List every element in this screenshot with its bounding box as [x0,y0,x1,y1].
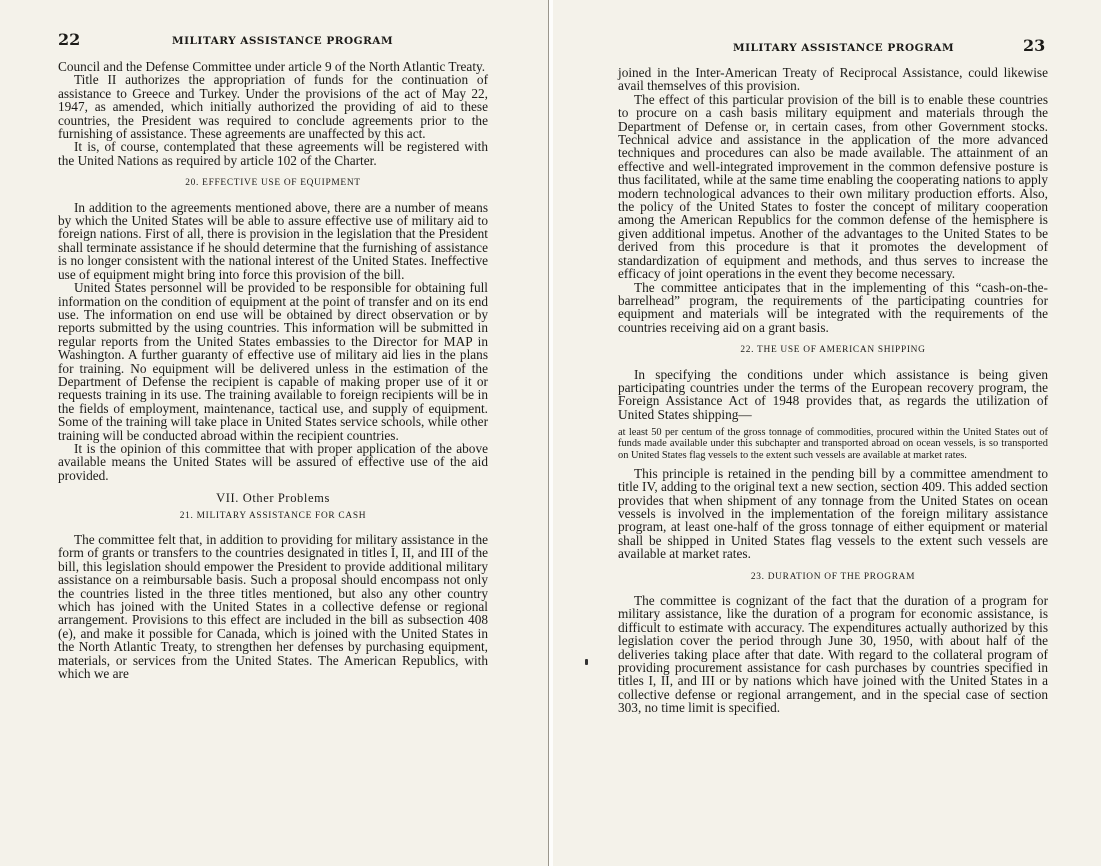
paragraph: This principle is retained in the pending bill by a committee amendment to title IV, adding to the original text a new section, section 409. This added section provides that when shipment of any tonnage from the United States on ocean vessels is involved in the implementation of the foreign military assistance program, at least one-half of the gross tonnage of either equipment or material shall be shipped in United States flag vessels to the extent such vessels are available at market rates. [618,465,1048,562]
paragraph: Council and the Defense Committee under article 9 of the North Atlantic Treaty. [58,59,486,74]
paragraph: The committee is cognizant of the fact that the duration of a program for military assistance, like the duration of a program for economic assistance, is difficult to estimate with accuracy. The expenditures actually authorized by this legislation cover the period through June 30, 1950, with about half of the deliveries taking place after that date. With regard to the collateral program of providing procurement assistance for cash purchases by countries specified in titles I, II, and III or by nations which have joined with the United States in a collective defense or regional arrangement, and in the special case of section 303, no time limit is specified. [618,593,1048,716]
ink-speck [585,659,588,665]
paragraph: The committee felt that, in addition to providing for military assistance in the form of grants or transfers to the countries designated in titles I, II, and III of the bill, this legislation should empower the President to provide additional military assistance on a reimbursable basis. Such a proposal should encompass not only the countries listed in the three titles mentioned, but also any other country which has joined with the United States in a collective defense or regional arrangement. Provisions to this effect are included in the bill as subsection 408 (e), and make it possible for Canada, which is joined with the United States in the North Atlantic Treaty, to strengthen her defenses by purchasing equipment, materials, or services from the United States. The American Republics, with which we are [58,532,488,682]
running-head: MILITARY ASSISTANCE PROGRAM [733,42,955,54]
left-page [0,0,548,866]
left-body-text [58,60,488,680]
paragraph: It is, of course, contemplated that these agreements will be registered with the United Nations as required by article 102 of the Charter. [58,139,488,168]
paragraph: The effect of this particular provision of the bill is to enable these countries to procure on a cash basis military equipment and materials through the Department of Defense or, in certain cases, from other Government stocks. Technical advice and assistance in the application of the more advanced techniques and procedures can also be made available. The attainment of an effective and well-integrated improvement in the common defensive posture is thus facilitated, while at the same time enabling the cooperating nations to apply modern technological advances to their own military production efforts. Also, the policy of the United States to foster the concept of military cooperation among the American Republics for the common defense of the hemisphere is given additional impetus. Another of the advantages to the United States to be derived from this procedure is that it promotes the development of standardization of equipment and methods, and thus serves to increase the efficacy of joint operations in the event they become necessary. [618,91,1048,282]
right-body-text [618,66,1048,715]
paragraph: Title II authorizes the appropriation of funds for the continuation of assistance to Greece and Turkey. Under the provisions of the act of May 22, 1947, as amended, which initially authorized the providing of aid to these countries, the President was required to conclude agreements prior to the furnishing of assistance. These agreements are unaffected by this act. [58,72,488,142]
page-number: 23 [1023,36,1046,55]
section-heading: 22. THE USE OF AMERICAN SHIPPING [740,345,926,356]
right-page [553,0,1101,866]
paragraph: It is the opinion of this committee that with proper application of the above available means the United States will be assured of effective use of the aid provided. [58,440,488,483]
block-quote: at least 50 per centum of the gross tonnage of commodities, procured within the United States out of funds made available under this subchapter and transported abroad on ocean vessels, is so transported on United States flag vessels to the extent such vessels are available at market rates. [618,427,1048,461]
paragraph: joined in the Inter-American Treaty of Reciprocal Assistance, could likewise avail themselves of this provision. [618,65,1048,94]
paragraph: In addition to the agreements mentioned above, there are a number of means by which the United States will be able to assure effective use of military aid to foreign nations. First of all, there is provision in the legislation that the President shall terminate assistance if he should determine that the furnishing of assistance is no longer consistent with the national interest of the United States. Ineffective use of equipment might bring into force this provision of the bill. [58,199,488,282]
running-head: MILITARY ASSISTANCE PROGRAM [172,35,394,47]
page-number: 22 [58,30,81,49]
section-heading: 23. DURATION OF THE PROGRAM [750,571,916,582]
section-heading: 20. EFFECTIVE USE OF EQUIPMENT [185,178,361,189]
paragraph: The committee anticipates that in the implementing of this “cash-on-the-barrelhead” program, the requirements of the participating countries for equipment and materials will be integrated with the requirements of the countries receiving aid on a grant basis. [618,279,1048,335]
chapter-heading: VII. Other Problems [216,491,330,506]
paragraph: United States personnel will be provided to be responsible for obtaining full information on the condition of equipment at the point of transfer and on its end use. The information on end use will be obtained by direct observation or by reports submitted by the using countries. This information will be submitted in regular reports from the United States embassies to the Director for MAP in Washington. A further guaranty of effective use of military aid lies in the plans for training. No equipment will be delivered unless in the estimation of the Department of Defense the recipient is capable of making proper use of it or requests training in its use. The training available to foreign recipients will be in the fields of employment, maintenance, tactical use, and supply of equipment. Some of the training will take place in United States service schools, while other training will be conducted abroad within the recipient countries. [58,280,488,443]
section-heading: 21. MILITARY ASSISTANCE FOR CASH [179,510,367,521]
paragraph: In specifying the conditions under which assistance is being given participating countries under the terms of the European recovery program, the Foreign Assistance Act of 1948 provides that, as regards the utilization of United States shipping— [618,366,1048,422]
